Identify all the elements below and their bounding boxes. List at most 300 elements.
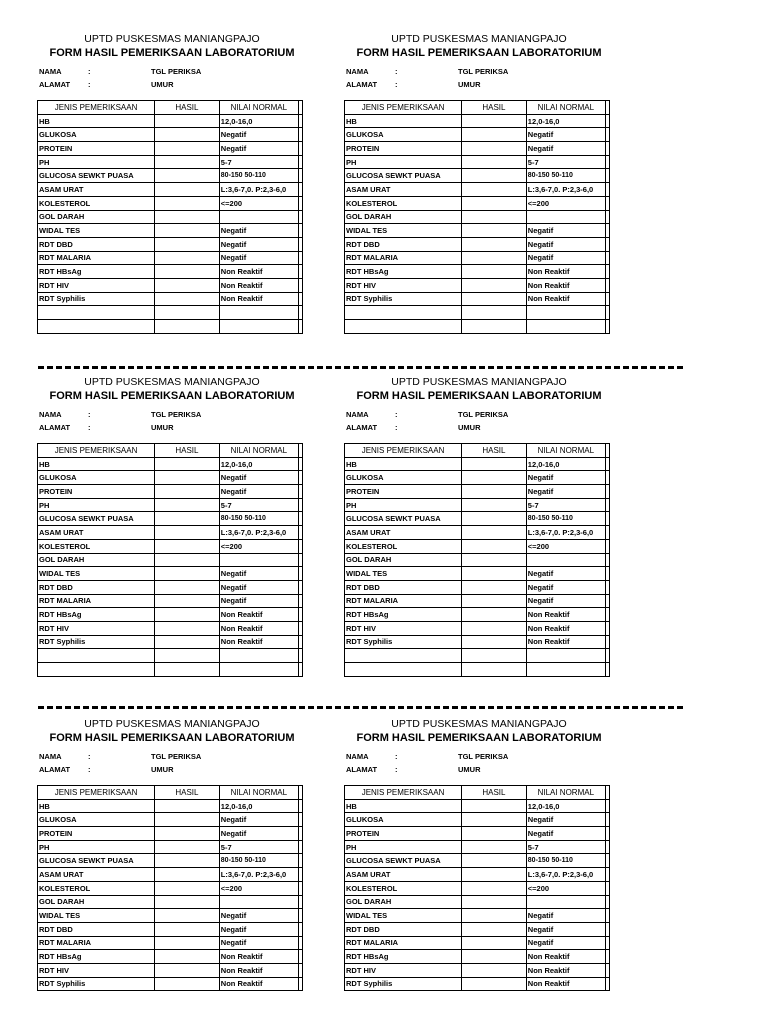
form-title: FORM HASIL PEMERIKSAAN LABORATORIUM bbox=[356, 390, 602, 402]
table-edge-cell bbox=[298, 649, 302, 663]
result-cell bbox=[155, 210, 220, 224]
form-title: FORM HASIL PEMERIKSAAN LABORATORIUM bbox=[49, 732, 295, 744]
result-cell bbox=[155, 553, 220, 567]
table-row bbox=[38, 854, 303, 868]
header-nilai-normal: NILAI NORMAL bbox=[526, 444, 605, 458]
result-cell bbox=[462, 471, 527, 485]
table-edge-cell bbox=[605, 799, 609, 813]
table-row bbox=[38, 237, 303, 251]
normal-value-cell: 5-7 bbox=[219, 840, 298, 854]
test-name-cell: RDT DBD bbox=[345, 580, 462, 594]
result-cell bbox=[155, 963, 220, 977]
normal-value-cell: <=200 bbox=[526, 539, 605, 553]
alamat-colon: : bbox=[395, 765, 398, 774]
table-row bbox=[345, 471, 610, 485]
normal-value-cell: Negatif bbox=[219, 813, 298, 827]
result-cell bbox=[462, 621, 527, 635]
test-name-cell: RDT MALARIA bbox=[38, 936, 155, 950]
table-edge-cell bbox=[605, 169, 609, 183]
normal-value-cell: Negatif bbox=[219, 909, 298, 923]
test-name-cell: GOL DARAH bbox=[345, 895, 462, 909]
table-edge-cell bbox=[298, 224, 302, 238]
result-cell bbox=[155, 251, 220, 265]
nama-colon: : bbox=[88, 752, 91, 761]
header-nilai-normal: NILAI NORMAL bbox=[219, 786, 298, 800]
header-jenis-pemeriksaan: JENIS PEMERIKSAAN bbox=[345, 101, 462, 115]
result-cell bbox=[462, 868, 527, 882]
test-name-cell: RDT HBsAg bbox=[38, 608, 155, 622]
normal-value-cell bbox=[219, 663, 298, 677]
table-edge-cell bbox=[605, 196, 609, 210]
lab-results-table bbox=[344, 785, 610, 991]
table-header-row bbox=[38, 101, 303, 115]
result-cell bbox=[155, 485, 220, 499]
table-row bbox=[38, 169, 303, 183]
table-header-row bbox=[38, 444, 303, 458]
test-name-cell: ASAM URAT bbox=[38, 526, 155, 540]
result-cell bbox=[462, 169, 527, 183]
test-name-cell: GLUCOSA SEWKT PUASA bbox=[345, 169, 462, 183]
normal-value-cell: 12,0-16,0 bbox=[526, 457, 605, 471]
result-cell bbox=[155, 621, 220, 635]
normal-value-cell: 80-150 50-110 bbox=[526, 854, 605, 868]
umur-label: UMUR bbox=[151, 765, 174, 774]
alamat-colon: : bbox=[395, 423, 398, 432]
test-name-cell: RDT DBD bbox=[38, 237, 155, 251]
table-row bbox=[345, 922, 610, 936]
normal-value-cell: Negatif bbox=[526, 922, 605, 936]
table-edge-cell bbox=[605, 498, 609, 512]
table-edge-cell bbox=[298, 621, 302, 635]
tgl-periksa-label: TGL PERIKSA bbox=[458, 752, 509, 761]
table-edge-cell bbox=[298, 553, 302, 567]
table-row bbox=[38, 183, 303, 197]
test-name-cell bbox=[345, 663, 462, 677]
result-cell bbox=[462, 320, 527, 334]
result-cell bbox=[462, 580, 527, 594]
blank-row bbox=[38, 649, 303, 663]
table-edge-cell bbox=[605, 594, 609, 608]
result-cell bbox=[155, 977, 220, 991]
result-cell bbox=[155, 512, 220, 526]
result-cell bbox=[155, 649, 220, 663]
result-cell bbox=[155, 114, 220, 128]
result-cell bbox=[155, 868, 220, 882]
blank-row bbox=[38, 306, 303, 320]
result-cell bbox=[155, 895, 220, 909]
normal-value-cell: Non Reaktif bbox=[526, 621, 605, 635]
table-row bbox=[38, 567, 303, 581]
table-edge-cell bbox=[298, 169, 302, 183]
test-name-cell: RDT MALARIA bbox=[38, 594, 155, 608]
table-row bbox=[345, 909, 610, 923]
result-cell bbox=[462, 251, 527, 265]
test-name-cell: RDT Syphilis bbox=[345, 977, 462, 991]
result-cell bbox=[155, 292, 220, 306]
test-name-cell: RDT Syphilis bbox=[345, 635, 462, 649]
test-name-cell: RDT MALARIA bbox=[38, 251, 155, 265]
table-row bbox=[38, 635, 303, 649]
table-edge-cell bbox=[298, 854, 302, 868]
normal-value-cell bbox=[219, 306, 298, 320]
normal-value-cell: Negatif bbox=[526, 237, 605, 251]
normal-value-cell: Non Reaktif bbox=[219, 963, 298, 977]
test-name-cell bbox=[38, 320, 155, 334]
result-cell bbox=[462, 977, 527, 991]
normal-value-cell: Negatif bbox=[526, 567, 605, 581]
lab-results-table bbox=[344, 100, 610, 334]
test-name-cell: RDT HBsAg bbox=[345, 608, 462, 622]
test-name-cell: GLUCOSA SEWKT PUASA bbox=[38, 512, 155, 526]
table-edge-cell bbox=[605, 895, 609, 909]
result-cell bbox=[155, 539, 220, 553]
normal-value-cell: Negatif bbox=[219, 128, 298, 142]
header-jenis-pemeriksaan: JENIS PEMERIKSAAN bbox=[345, 786, 462, 800]
normal-value-cell: 5-7 bbox=[526, 840, 605, 854]
table-row bbox=[345, 196, 610, 210]
result-cell bbox=[462, 526, 527, 540]
header-hasil: HASIL bbox=[155, 444, 220, 458]
table-row bbox=[38, 196, 303, 210]
table-edge-cell bbox=[605, 553, 609, 567]
institution-name: UPTD PUSKESMAS MANIANGPAJO bbox=[84, 718, 260, 730]
result-cell bbox=[155, 909, 220, 923]
table-edge-cell bbox=[298, 512, 302, 526]
table-edge-cell bbox=[298, 142, 302, 156]
test-name-cell: HB bbox=[38, 114, 155, 128]
normal-value-cell: Non Reaktif bbox=[526, 608, 605, 622]
normal-value-cell: Negatif bbox=[526, 936, 605, 950]
test-name-cell: PH bbox=[345, 840, 462, 854]
test-name-cell: HB bbox=[345, 799, 462, 813]
test-name-cell: RDT DBD bbox=[38, 922, 155, 936]
table-edge-cell bbox=[298, 183, 302, 197]
result-cell bbox=[155, 128, 220, 142]
table-row bbox=[345, 183, 610, 197]
table-row bbox=[345, 868, 610, 882]
table-edge-cell bbox=[605, 786, 609, 800]
table-row bbox=[38, 936, 303, 950]
table-header-row bbox=[345, 101, 610, 115]
result-cell bbox=[155, 320, 220, 334]
result-cell bbox=[462, 196, 527, 210]
result-cell bbox=[462, 539, 527, 553]
header-hasil: HASIL bbox=[462, 444, 527, 458]
result-cell bbox=[462, 813, 527, 827]
table-edge-cell bbox=[298, 210, 302, 224]
result-cell bbox=[462, 922, 527, 936]
normal-value-cell: 5-7 bbox=[526, 155, 605, 169]
table-edge-cell bbox=[605, 854, 609, 868]
normal-value-cell: 80-150 50-110 bbox=[219, 854, 298, 868]
table-edge-cell bbox=[298, 114, 302, 128]
result-cell bbox=[462, 128, 527, 142]
normal-value-cell: Negatif bbox=[526, 471, 605, 485]
result-cell bbox=[155, 799, 220, 813]
test-name-cell: HB bbox=[38, 799, 155, 813]
table-row bbox=[345, 840, 610, 854]
table-edge-cell bbox=[298, 840, 302, 854]
normal-value-cell: Negatif bbox=[526, 813, 605, 827]
nama-label: NAMA bbox=[346, 410, 369, 419]
normal-value-cell: Negatif bbox=[219, 237, 298, 251]
table-edge-cell bbox=[298, 306, 302, 320]
header-hasil: HASIL bbox=[155, 101, 220, 115]
result-cell bbox=[462, 649, 527, 663]
form-title: FORM HASIL PEMERIKSAAN LABORATORIUM bbox=[356, 732, 602, 744]
result-cell bbox=[155, 854, 220, 868]
institution-name: UPTD PUSKESMAS MANIANGPAJO bbox=[84, 376, 260, 388]
result-cell bbox=[155, 526, 220, 540]
table-edge-cell bbox=[298, 950, 302, 964]
table-edge-cell bbox=[605, 128, 609, 142]
alamat-label: ALAMAT bbox=[346, 765, 378, 774]
table-row bbox=[38, 621, 303, 635]
test-name-cell: WIDAL TES bbox=[345, 224, 462, 238]
normal-value-cell: L:3,6-7,0. P:2,3-6,0 bbox=[219, 868, 298, 882]
table-row bbox=[38, 909, 303, 923]
result-cell bbox=[155, 457, 220, 471]
normal-value-cell: 12,0-16,0 bbox=[526, 114, 605, 128]
test-name-cell: RDT Syphilis bbox=[38, 977, 155, 991]
test-name-cell: KOLESTEROL bbox=[38, 196, 155, 210]
table-edge-cell bbox=[605, 840, 609, 854]
table-header-row bbox=[38, 786, 303, 800]
table-row bbox=[345, 580, 610, 594]
table-edge-cell bbox=[605, 567, 609, 581]
test-name-cell: ASAM URAT bbox=[38, 868, 155, 882]
table-edge-cell bbox=[605, 444, 609, 458]
test-name-cell: HB bbox=[345, 457, 462, 471]
normal-value-cell: Negatif bbox=[219, 936, 298, 950]
test-name-cell: PH bbox=[345, 498, 462, 512]
blank-row bbox=[345, 663, 610, 677]
result-cell bbox=[155, 224, 220, 238]
table-row bbox=[38, 840, 303, 854]
normal-value-cell: Non Reaktif bbox=[219, 292, 298, 306]
table-row bbox=[38, 128, 303, 142]
normal-value-cell bbox=[219, 895, 298, 909]
test-name-cell: GLUKOSA bbox=[345, 813, 462, 827]
blank-row bbox=[345, 306, 610, 320]
table-edge-cell bbox=[298, 608, 302, 622]
table-edge-cell bbox=[605, 635, 609, 649]
result-cell bbox=[155, 278, 220, 292]
test-name-cell: WIDAL TES bbox=[38, 224, 155, 238]
tgl-periksa-label: TGL PERIKSA bbox=[151, 752, 202, 761]
table-edge-cell bbox=[605, 539, 609, 553]
table-edge-cell bbox=[605, 224, 609, 238]
test-name-cell: ASAM URAT bbox=[345, 868, 462, 882]
table-edge-cell bbox=[605, 526, 609, 540]
test-name-cell: RDT HIV bbox=[345, 963, 462, 977]
normal-value-cell: Negatif bbox=[219, 485, 298, 499]
normal-value-cell: Negatif bbox=[219, 567, 298, 581]
blank-row bbox=[38, 663, 303, 677]
table-row bbox=[38, 457, 303, 471]
table-edge-cell bbox=[298, 813, 302, 827]
table-edge-cell bbox=[298, 936, 302, 950]
table-row bbox=[38, 868, 303, 882]
table-edge-cell bbox=[605, 114, 609, 128]
normal-value-cell: L:3,6-7,0. P:2,3-6,0 bbox=[526, 526, 605, 540]
test-name-cell: RDT Syphilis bbox=[38, 292, 155, 306]
header-nilai-normal: NILAI NORMAL bbox=[526, 786, 605, 800]
test-name-cell: KOLESTEROL bbox=[38, 539, 155, 553]
result-cell bbox=[462, 183, 527, 197]
table-edge-cell bbox=[298, 101, 302, 115]
table-row bbox=[345, 854, 610, 868]
test-name-cell: PROTEIN bbox=[345, 827, 462, 841]
alamat-label: ALAMAT bbox=[39, 423, 71, 432]
table-row bbox=[38, 895, 303, 909]
result-cell bbox=[155, 183, 220, 197]
result-cell bbox=[462, 553, 527, 567]
test-name-cell: ASAM URAT bbox=[38, 183, 155, 197]
test-name-cell: PH bbox=[38, 498, 155, 512]
blank-row bbox=[345, 649, 610, 663]
result-cell bbox=[462, 909, 527, 923]
table-edge-cell bbox=[298, 580, 302, 594]
table-row bbox=[345, 292, 610, 306]
normal-value-cell: 80-150 50-110 bbox=[219, 169, 298, 183]
normal-value-cell: <=200 bbox=[526, 196, 605, 210]
table-row bbox=[38, 526, 303, 540]
table-edge-cell bbox=[298, 320, 302, 334]
table-row bbox=[38, 471, 303, 485]
table-row bbox=[345, 128, 610, 142]
normal-value-cell: Non Reaktif bbox=[526, 977, 605, 991]
institution-name: UPTD PUSKESMAS MANIANGPAJO bbox=[84, 33, 260, 45]
table-edge-cell bbox=[605, 813, 609, 827]
table-row bbox=[345, 936, 610, 950]
test-name-cell: RDT MALARIA bbox=[345, 251, 462, 265]
normal-value-cell bbox=[526, 895, 605, 909]
table-row bbox=[38, 485, 303, 499]
table-edge-cell bbox=[605, 237, 609, 251]
test-name-cell: RDT DBD bbox=[345, 922, 462, 936]
normal-value-cell: Negatif bbox=[526, 224, 605, 238]
table-row bbox=[345, 114, 610, 128]
table-row bbox=[345, 553, 610, 567]
result-cell bbox=[155, 663, 220, 677]
test-name-cell: HB bbox=[345, 114, 462, 128]
table-edge-cell bbox=[605, 950, 609, 964]
header-nilai-normal: NILAI NORMAL bbox=[219, 444, 298, 458]
table-edge-cell bbox=[605, 827, 609, 841]
table-row bbox=[345, 881, 610, 895]
table-row bbox=[38, 799, 303, 813]
table-row bbox=[38, 224, 303, 238]
test-name-cell: GLUKOSA bbox=[38, 471, 155, 485]
table-edge-cell bbox=[605, 320, 609, 334]
table-row bbox=[38, 963, 303, 977]
blank-row bbox=[38, 320, 303, 334]
blank-row bbox=[345, 320, 610, 334]
table-row bbox=[38, 922, 303, 936]
normal-value-cell bbox=[219, 553, 298, 567]
umur-label: UMUR bbox=[151, 80, 174, 89]
result-cell bbox=[155, 471, 220, 485]
normal-value-cell bbox=[219, 320, 298, 334]
result-cell bbox=[462, 306, 527, 320]
test-name-cell: PROTEIN bbox=[345, 485, 462, 499]
umur-label: UMUR bbox=[151, 423, 174, 432]
test-name-cell: HB bbox=[38, 457, 155, 471]
normal-value-cell: Negatif bbox=[526, 909, 605, 923]
test-name-cell: GLUKOSA bbox=[38, 128, 155, 142]
table-edge-cell bbox=[605, 278, 609, 292]
alamat-colon: : bbox=[88, 423, 91, 432]
normal-value-cell: Negatif bbox=[526, 128, 605, 142]
table-edge-cell bbox=[298, 251, 302, 265]
institution-name: UPTD PUSKESMAS MANIANGPAJO bbox=[391, 376, 567, 388]
test-name-cell: WIDAL TES bbox=[345, 567, 462, 581]
table-edge-cell bbox=[605, 868, 609, 882]
result-cell bbox=[155, 580, 220, 594]
test-name-cell: RDT MALARIA bbox=[345, 936, 462, 950]
test-name-cell: PROTEIN bbox=[38, 827, 155, 841]
table-edge-cell bbox=[298, 909, 302, 923]
form-title: FORM HASIL PEMERIKSAAN LABORATORIUM bbox=[49, 47, 295, 59]
test-name-cell: PROTEIN bbox=[38, 142, 155, 156]
table-row bbox=[38, 594, 303, 608]
result-cell bbox=[462, 663, 527, 677]
normal-value-cell: 5-7 bbox=[526, 498, 605, 512]
institution-name: UPTD PUSKESMAS MANIANGPAJO bbox=[391, 33, 567, 45]
test-name-cell: RDT HBsAg bbox=[38, 265, 155, 279]
result-cell bbox=[155, 196, 220, 210]
test-name-cell bbox=[38, 649, 155, 663]
table-edge-cell bbox=[298, 567, 302, 581]
table-edge-cell bbox=[605, 963, 609, 977]
normal-value-cell: <=200 bbox=[219, 196, 298, 210]
table-edge-cell bbox=[605, 210, 609, 224]
table-row bbox=[345, 251, 610, 265]
table-edge-cell bbox=[605, 142, 609, 156]
test-name-cell bbox=[345, 649, 462, 663]
normal-value-cell: L:3,6-7,0. P:2,3-6,0 bbox=[526, 183, 605, 197]
normal-value-cell: Non Reaktif bbox=[219, 621, 298, 635]
normal-value-cell: L:3,6-7,0. P:2,3-6,0 bbox=[219, 183, 298, 197]
tgl-periksa-label: TGL PERIKSA bbox=[458, 67, 509, 76]
table-row bbox=[345, 224, 610, 238]
result-cell bbox=[155, 498, 220, 512]
normal-value-cell: Negatif bbox=[219, 251, 298, 265]
normal-value-cell: Non Reaktif bbox=[526, 278, 605, 292]
nama-label: NAMA bbox=[39, 67, 62, 76]
lab-results-table bbox=[37, 785, 303, 991]
test-name-cell: RDT HBsAg bbox=[345, 265, 462, 279]
table-edge-cell bbox=[298, 196, 302, 210]
table-row bbox=[345, 457, 610, 471]
umur-label: UMUR bbox=[458, 423, 481, 432]
table-row bbox=[345, 169, 610, 183]
normal-value-cell: 80-150 50-110 bbox=[219, 512, 298, 526]
normal-value-cell: Non Reaktif bbox=[526, 635, 605, 649]
test-name-cell: RDT HIV bbox=[38, 621, 155, 635]
table-edge-cell bbox=[298, 635, 302, 649]
result-cell bbox=[462, 881, 527, 895]
result-cell bbox=[462, 840, 527, 854]
table-header-row bbox=[345, 444, 610, 458]
result-cell bbox=[462, 827, 527, 841]
table-edge-cell bbox=[605, 580, 609, 594]
table-row bbox=[38, 512, 303, 526]
result-cell bbox=[155, 142, 220, 156]
test-name-cell: KOLESTEROL bbox=[345, 196, 462, 210]
alamat-label: ALAMAT bbox=[39, 765, 71, 774]
